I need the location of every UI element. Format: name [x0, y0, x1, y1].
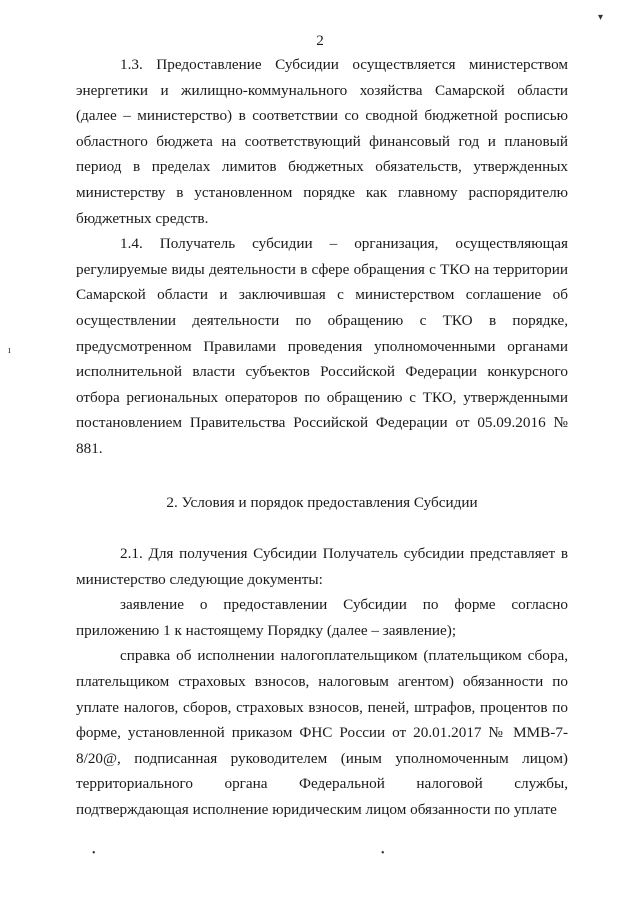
scan-mark: •: [92, 848, 96, 859]
list-item-tax-certificate: справка об исполнении налогоплательщиком (плательщиком сбора, плательщиком страховых взносов, налоговым агентом) обязанности по уплате налогов, сборов, страховых взносов, пеней, штрафов, процентов по форме, установленной приказом ФНС России от 20.01.2017 № ММВ-7-8/20@, подписанная руководителем (иным уполномоченным лицом) территориального органа Федеральной налоговой службы, подтверждающая исполнение юридическим лицом обязанности по уплате: [76, 647, 568, 819]
page-number: 2: [316, 32, 324, 49]
scan-mark: ı: [8, 345, 11, 356]
list-item-application: заявление о предоставлении Субсидии по форме согласно приложению 1 к настоящему Порядку (далее – заявление);: [76, 596, 568, 639]
paragraph-1-4: 1.4. Получатель субсидии – организация, осуществляющая регулируемые виды деятельности в сфере обращения с ТКО на территории Самарской области и заключившая с министерством соглашение об осуществлении деятельности по обращению с ТКО в порядке, предусмотренном Правилами проведения уполномоченными органами исполнительной власти субъектов Российской Федерации конкурсного отбора региональных операторов по обращению с ТКО, утвержденными постановлением Правительства Российской Федерации от 05.09.2016 № 881.: [76, 235, 568, 457]
paragraph-2-1: 2.1. Для получения Субсидии Получатель субсидии представляет в министерство следующие документы:: [76, 545, 568, 588]
paragraph-1-3: 1.3. Предоставление Субсидии осуществляется министерством энергетики и жилищно-коммунального хозяйства Самарской области (далее – министерство) в соответствии со сводной бюджетной росписью областного бюджета на соответствующий финансовый год и плановый период в пределах лимитов бюджетных обязательств, утвержденных министерству в установленном порядке как главному распорядителю бюджетных средств.: [76, 56, 568, 227]
scan-mark: •: [381, 848, 385, 859]
document-body: [76, 52, 568, 823]
section-heading: 2. Условия и порядок предоставления Субсидии: [166, 493, 478, 511]
scan-mark: ▾: [598, 12, 604, 23]
